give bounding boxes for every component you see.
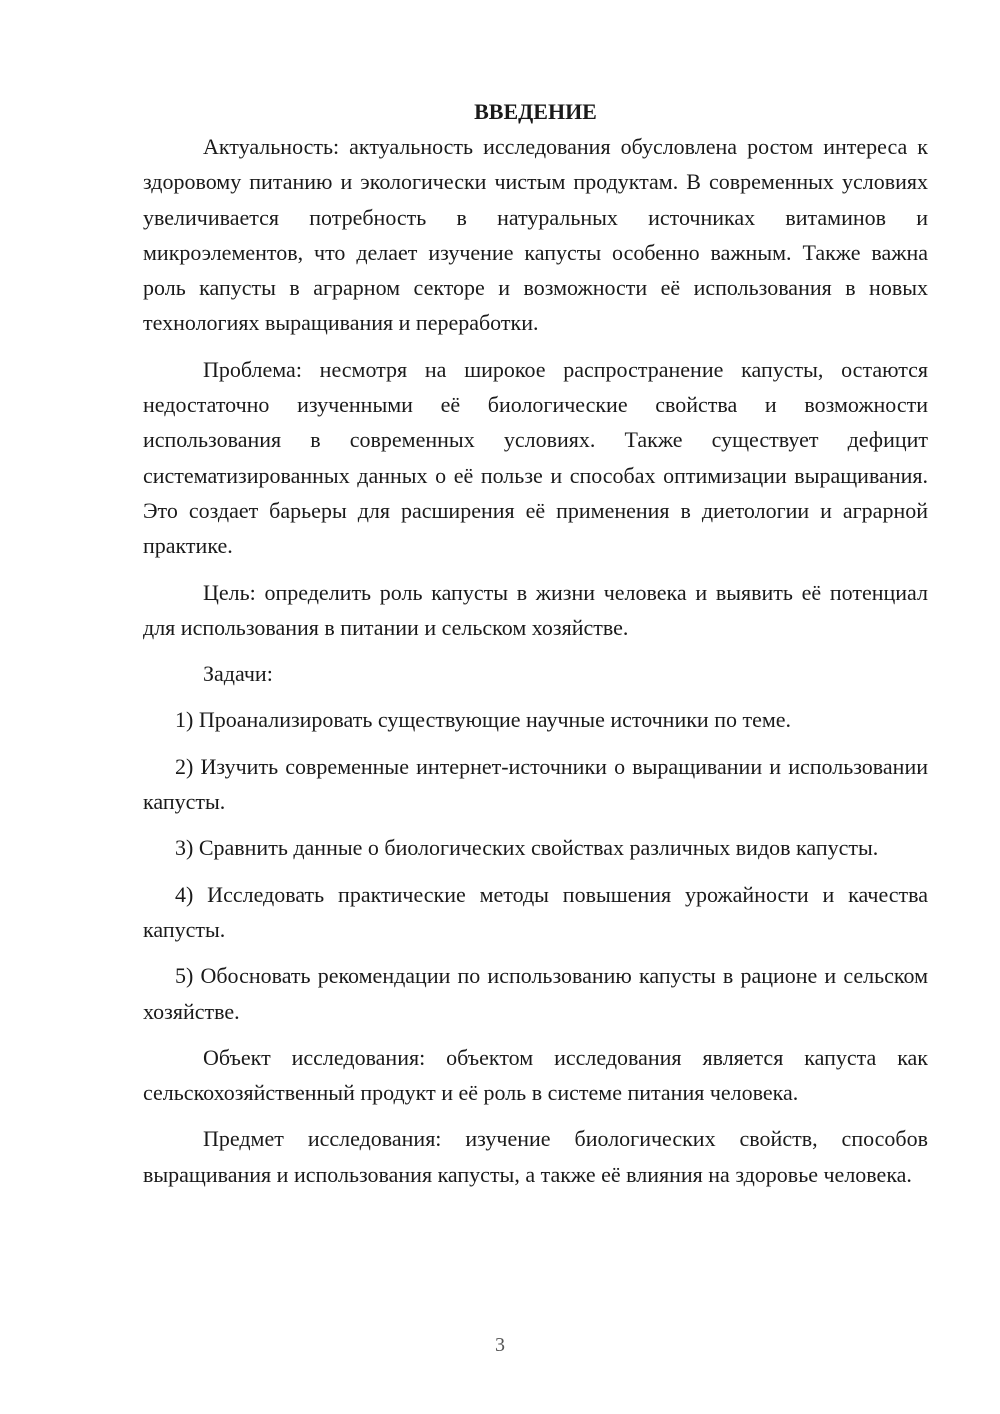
paragraph-spacer (143, 341, 928, 352)
paragraph-spacer (143, 1110, 928, 1121)
paragraph-spacer (143, 866, 928, 877)
page-number: 3 (495, 1334, 505, 1356)
paragraph-problem: Проблема: несмотря на широкое распространение капусты, остаются недостаточно изученными её биологические свойства и возможности использования в современных условиях. Также существует дефицит систематизированных данных о её пользе и способах оптимизации выращивания. Это создает барьеры для расширения её применения в диетологии и аграрной практике. (143, 356, 928, 559)
paragraph-spacer (143, 738, 928, 749)
task-item-3: 3) Сравнить данные о биологических свойствах различных видов капусты. (175, 835, 879, 861)
task-item-5: 5) Обосновать рекомендации по использованию капусты в рационе и сельском хозяйстве. (143, 963, 928, 1024)
page-title: ВВЕДЕНИЕ (474, 99, 597, 124)
paragraph-spacer (143, 564, 928, 575)
paragraph-spacer (143, 819, 928, 830)
paragraph-spacer (143, 1029, 928, 1040)
tasks-label: Задачи: (203, 661, 273, 687)
paragraph-spacer (143, 691, 928, 702)
task-item-4: 4) Исследовать практические методы повышения урожайности и качества капусты. (143, 881, 928, 942)
document-page (143, 94, 928, 1192)
paragraph-object: Объект исследования: объектом исследования является капуста как сельскохозяйственный продукт и её роль в системе питания человека. (143, 1044, 928, 1106)
paragraph-spacer (143, 645, 928, 656)
paragraph-goal: Цель: определить роль капусты в жизни человека и выявить её потенциал для использования в питании и сельском хозяйстве. (143, 579, 928, 640)
paragraph-subject: Предмет исследования: изучение биологических свойств, способов выращивания и использования капусты, а также её влияния на здоровье человека. (143, 1126, 928, 1187)
paragraph-relevance: Актуальность: актуальность исследования обусловлена ростом интереса к здоровому питанию и экологически чистым продуктам. В современных условиях увеличивается потребность в натуральных источниках витаминов и микроэлементов, что делает изучение капусты особенно важным. Также важна роль капусты в аграрном секторе и возможности её использования в новых технологиях выращивания и переработки. (143, 134, 928, 336)
task-item-2: 2) Изучить современные интернет-источники о выращивании и использовании капусты. (143, 753, 928, 815)
paragraph-spacer (143, 947, 928, 958)
task-item-1: 1) Проанализировать существующие научные источники по теме. (175, 707, 792, 733)
